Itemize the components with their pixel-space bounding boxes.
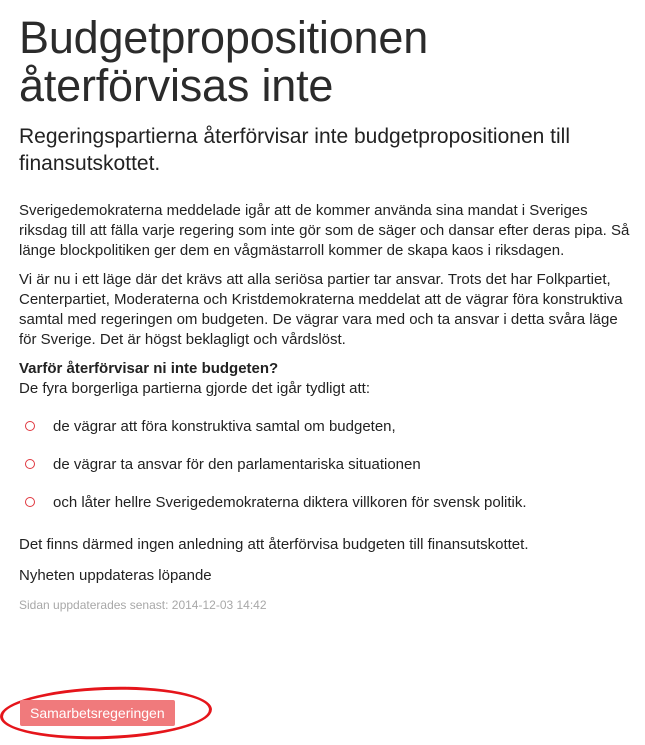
list-item	[19, 417, 634, 437]
points-list	[19, 417, 634, 513]
article-body	[19, 201, 634, 399]
page-title-line-1: Budgetpropositionen	[19, 12, 429, 63]
question-intro: De fyra borgerliga partierna gjorde det igår tydligt att:	[19, 380, 371, 397]
lead-text: Regeringspartierna återförvisar inte budgetpropositionen till finansutskottet.	[19, 125, 570, 175]
conclusion-text: Det finns därmed ingen anledning att återförvisa budgeten till finansutskottet.	[19, 536, 529, 553]
question-block	[19, 359, 634, 399]
page-title	[19, 0, 634, 110]
samarbetsregeringen-button[interactable]: Samarbetsregeringen	[20, 700, 175, 726]
list-item	[19, 455, 634, 475]
paragraph: Sverigedemokraterna meddelade igår att de kommer använda sina mandat i Sveriges riksdag till att fälla varje regering som inte gör som de säger och dansar efter deras pipa. Så länge blockpolitiken ger dem en vågmästarroll kommer de skapa kaos i riksdagen.	[19, 202, 630, 259]
article	[19, 0, 634, 612]
update-note: Nyheten uppdateras löpande	[19, 567, 212, 584]
circle-bullet-icon	[25, 421, 35, 431]
list-item-text: och låter hellre Sverigedemokraterna diktera villkoren för svensk politik.	[53, 494, 527, 511]
button-area	[0, 687, 218, 743]
question-heading: Varför återförvisar ni inte budgeten?	[19, 360, 279, 377]
last-updated-timestamp: Sidan uppdaterades senast: 2014-12-03 14:42	[19, 598, 267, 612]
closing-section	[19, 535, 634, 586]
circle-bullet-icon	[25, 497, 35, 507]
list-item-text: de vägrar ta ansvar för den parlamentariska situationen	[53, 456, 421, 473]
page-title-line-2: återförvisas inte	[19, 60, 334, 111]
paragraph: Vi är nu i ett läge där det krävs att alla seriösa partier tar ansvar. Trots det har Folkpartiet, Centerpartiet, Moderaterna och Kristdemokraterna meddelat att de vägrar föra konstruktiva samtal med regeringen om budgeten. De vägrar vara med och ta ansvar i detta svåra läge för Sverige. Det är högst beklagligt och vårdslöst.	[19, 271, 623, 348]
circle-bullet-icon	[25, 459, 35, 469]
list-item-text: de vägrar att föra konstruktiva samtal om budgeten,	[53, 418, 396, 435]
list-item	[19, 493, 634, 513]
